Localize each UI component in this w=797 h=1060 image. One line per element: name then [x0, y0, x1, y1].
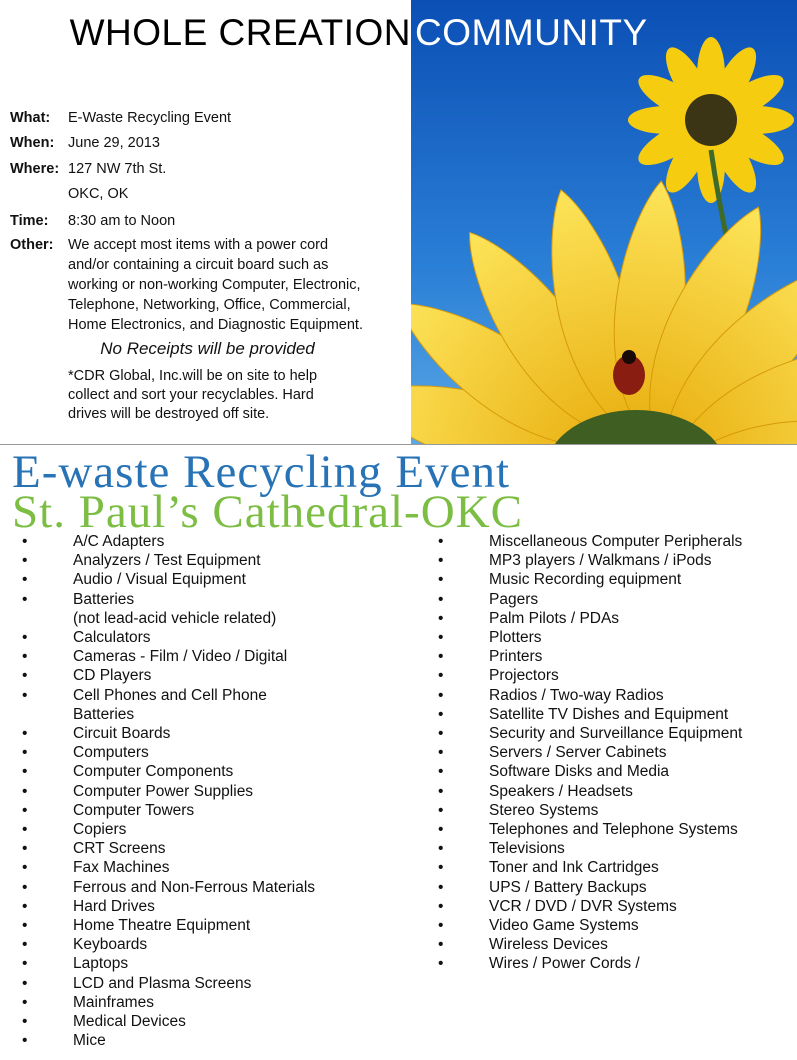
list-item — [22, 1031, 412, 1050]
item-label: Projectors — [489, 667, 559, 685]
bullet-icon: • — [22, 936, 28, 954]
sunflower-photo — [411, 0, 797, 444]
bullet-icon: • — [438, 571, 444, 589]
bullet-icon: • — [22, 821, 28, 839]
bullet-icon: • — [438, 552, 444, 570]
list-item — [438, 916, 793, 935]
bullet-icon: • — [438, 686, 444, 704]
item-label: Circuit Boards — [73, 725, 171, 743]
item-label: Keyboards — [73, 936, 148, 954]
list-item — [22, 590, 412, 628]
bullet-icon: • — [22, 629, 28, 647]
list-item — [438, 570, 793, 589]
list-item — [22, 532, 412, 551]
list-item — [22, 724, 412, 743]
list-item — [438, 782, 793, 801]
list-item — [22, 743, 412, 762]
section-divider — [0, 444, 797, 445]
list-item — [438, 666, 793, 685]
list-item — [22, 916, 412, 935]
bullet-icon: • — [438, 917, 444, 935]
other-label: Other: — [10, 237, 54, 253]
item-label: Hard Drives — [73, 897, 155, 915]
item-label: Palm Pilots / PDAs — [489, 609, 620, 627]
list-item — [438, 743, 793, 762]
what-label: What: — [10, 110, 51, 126]
bullet-icon: • — [438, 705, 444, 723]
list-item — [438, 801, 793, 820]
bullet-icon: • — [22, 840, 28, 858]
item-label: Stereo Systems — [489, 801, 599, 819]
list-item — [22, 782, 412, 801]
item-label: Televisions — [489, 840, 565, 858]
item-label: Home Theatre Equipment — [73, 917, 251, 935]
list-item — [438, 705, 793, 724]
list-item — [438, 724, 793, 743]
item-label: LCD and Plasma Screens — [73, 974, 252, 992]
event-heading: E-waste Recycling Event — [12, 446, 511, 498]
item-label: Mainframes — [73, 993, 154, 1011]
list-item — [438, 762, 793, 781]
list-item — [438, 897, 793, 916]
bullet-icon: • — [22, 571, 28, 589]
list-item — [22, 570, 412, 589]
other-value: We accept most items with a power cord and/or containing a circuit board such as working or non-working Computer, Electronic, Telephone, Networking, Office, Commercial, Home Electronics, and Diagnostic Equipment. — [68, 237, 363, 333]
bullet-icon: • — [22, 993, 28, 1011]
time-label: Time: — [10, 212, 49, 229]
item-label: Cell Phones and Cell Phone Batteries — [73, 686, 267, 723]
bullet-icon: • — [438, 801, 444, 819]
list-item — [438, 551, 793, 570]
bullet-icon: • — [22, 878, 28, 896]
event-details — [10, 108, 405, 424]
item-label: Mice — [73, 1032, 106, 1050]
bullet-icon: • — [22, 744, 28, 762]
item-label: VCR / DVD / DVR Systems — [489, 897, 677, 915]
accepted-items-left — [22, 532, 412, 1050]
list-item — [22, 839, 412, 858]
list-item — [22, 858, 412, 877]
bullet-icon: • — [22, 763, 28, 781]
bullet-icon: • — [22, 533, 28, 550]
list-item — [438, 954, 793, 973]
detail-where — [10, 157, 405, 206]
bullet-icon: • — [438, 744, 444, 762]
time-value: 8:30 am to Noon — [68, 212, 176, 229]
list-item — [22, 801, 412, 820]
bullet-icon: • — [22, 725, 28, 743]
item-label: Servers / Server Cabinets — [489, 744, 667, 762]
item-label: Audio / Visual Equipment — [73, 571, 246, 589]
bullet-icon: • — [22, 782, 28, 800]
item-label: Radios / Two-way Radios — [489, 686, 664, 704]
list-item — [438, 686, 793, 705]
list-item — [438, 839, 793, 858]
list-item — [438, 609, 793, 628]
item-label: Wireless Devices — [489, 936, 608, 954]
bullet-icon: • — [438, 590, 444, 608]
item-label: Computers — [73, 744, 149, 762]
list-item — [22, 551, 412, 570]
bullet-icon: • — [438, 763, 444, 781]
bullet-icon: • — [22, 590, 28, 608]
accepted-items-right — [438, 532, 793, 974]
item-label: Computer Power Supplies — [73, 782, 254, 800]
where-label: Where: — [10, 161, 60, 177]
list-item — [438, 858, 793, 877]
item-label: Plotters — [489, 629, 542, 647]
item-label: Music Recording equipment — [489, 571, 682, 589]
item-label: Computer Components — [73, 763, 234, 781]
item-label: Telephones and Telephone Systems — [489, 821, 738, 839]
when-label: When: — [10, 134, 55, 151]
bullet-icon: • — [438, 878, 444, 896]
list-item — [22, 647, 412, 666]
item-label: Fax Machines — [73, 859, 170, 877]
no-receipts-notice: No Receipts will be provided — [100, 339, 315, 358]
list-item — [22, 935, 412, 954]
venue-heading: St. Paul’s Cathedral-OKC — [12, 486, 523, 538]
list-item — [438, 935, 793, 954]
item-label: Video Game Systems — [489, 917, 639, 935]
bullet-icon: • — [438, 782, 444, 800]
title-whole-creation: WHOLE CREATION — [69, 12, 411, 53]
cdr-global-note: *CDR Global, Inc.will be on site to help collect and sort your recyclables. Hard drives will be destroyed off site. — [68, 368, 318, 422]
item-label: Medical Devices — [73, 1013, 186, 1031]
when-value: June 29, 2013 — [68, 134, 160, 151]
item-label: Miscellaneous Computer Peripherals — [489, 533, 743, 550]
bullet-icon: • — [438, 897, 444, 915]
bullet-icon: • — [22, 897, 28, 915]
bullet-icon: • — [22, 801, 28, 819]
bullet-icon: • — [438, 859, 444, 877]
list-item — [438, 878, 793, 897]
bullet-icon: • — [438, 725, 444, 743]
item-label: Copiers — [73, 821, 127, 839]
detail-time — [10, 211, 405, 231]
bullet-icon: • — [22, 648, 28, 666]
bullet-icon: • — [22, 552, 28, 570]
bullet-icon: • — [438, 609, 444, 627]
item-label: Ferrous and Non-Ferrous Materials — [73, 878, 316, 896]
item-label: Wires / Power Cords / — [489, 955, 640, 973]
item-label: A/C Adapters — [73, 533, 165, 550]
bullet-icon: • — [22, 917, 28, 935]
event-flyer-top — [0, 0, 797, 444]
item-label: Computer Towers — [73, 801, 195, 819]
item-label: MP3 players / Walkmans / iPods — [489, 552, 712, 570]
item-label: Analyzers / Test Equipment — [73, 552, 261, 570]
list-item — [22, 820, 412, 839]
bullet-icon: • — [22, 1032, 28, 1050]
item-label: CD Players — [73, 667, 152, 685]
item-label: Security and Surveillance Equipment — [489, 725, 743, 743]
bullet-icon: • — [22, 955, 28, 973]
list-item — [438, 647, 793, 666]
item-label: Calculators — [73, 629, 151, 647]
bullet-icon: • — [22, 974, 28, 992]
item-label: Printers — [489, 648, 543, 666]
item-label: Toner and Ink Cartridges — [489, 859, 659, 877]
detail-other — [10, 235, 405, 335]
list-item — [22, 628, 412, 647]
list-item — [22, 974, 412, 993]
bullet-icon: • — [22, 667, 28, 685]
bullet-icon: • — [22, 686, 28, 704]
bullet-icon: • — [22, 1013, 28, 1031]
item-label: Speakers / Headsets — [489, 782, 633, 800]
what-value: E-Waste Recycling Event — [68, 110, 232, 126]
list-item — [438, 590, 793, 609]
bullet-icon: • — [438, 840, 444, 858]
list-item — [22, 762, 412, 781]
list-item — [438, 532, 793, 551]
bullet-icon: • — [438, 821, 444, 839]
title-community: COMMUNITY — [415, 12, 648, 53]
detail-what — [10, 108, 405, 128]
list-item — [22, 897, 412, 916]
list-item — [22, 993, 412, 1012]
item-label: CRT Screens — [73, 840, 166, 858]
bullet-icon: • — [438, 533, 444, 550]
list-item — [438, 628, 793, 647]
bullet-icon: • — [438, 629, 444, 647]
list-item — [22, 686, 412, 724]
item-label: Satellite TV Dishes and Equipment — [489, 705, 729, 723]
item-label: Laptops — [73, 955, 129, 973]
detail-when — [10, 133, 405, 153]
bullet-icon: • — [438, 667, 444, 685]
list-item — [22, 666, 412, 685]
bullet-icon: • — [438, 936, 444, 954]
item-label: Pagers — [489, 590, 539, 608]
item-label: Software Disks and Media — [489, 763, 670, 781]
bullet-icon: • — [22, 859, 28, 877]
bullet-icon: • — [438, 648, 444, 666]
list-item — [22, 954, 412, 973]
bullet-icon: • — [438, 955, 444, 973]
where-value: 127 NW 7th St. OKC, OK — [68, 161, 167, 202]
item-label: UPS / Battery Backups — [489, 878, 647, 896]
item-label: Batteries (not lead-acid vehicle related) — [73, 590, 277, 627]
list-item — [22, 1012, 412, 1031]
list-item — [22, 878, 412, 897]
item-label: Cameras - Film / Video / Digital — [73, 648, 288, 666]
list-item — [438, 820, 793, 839]
